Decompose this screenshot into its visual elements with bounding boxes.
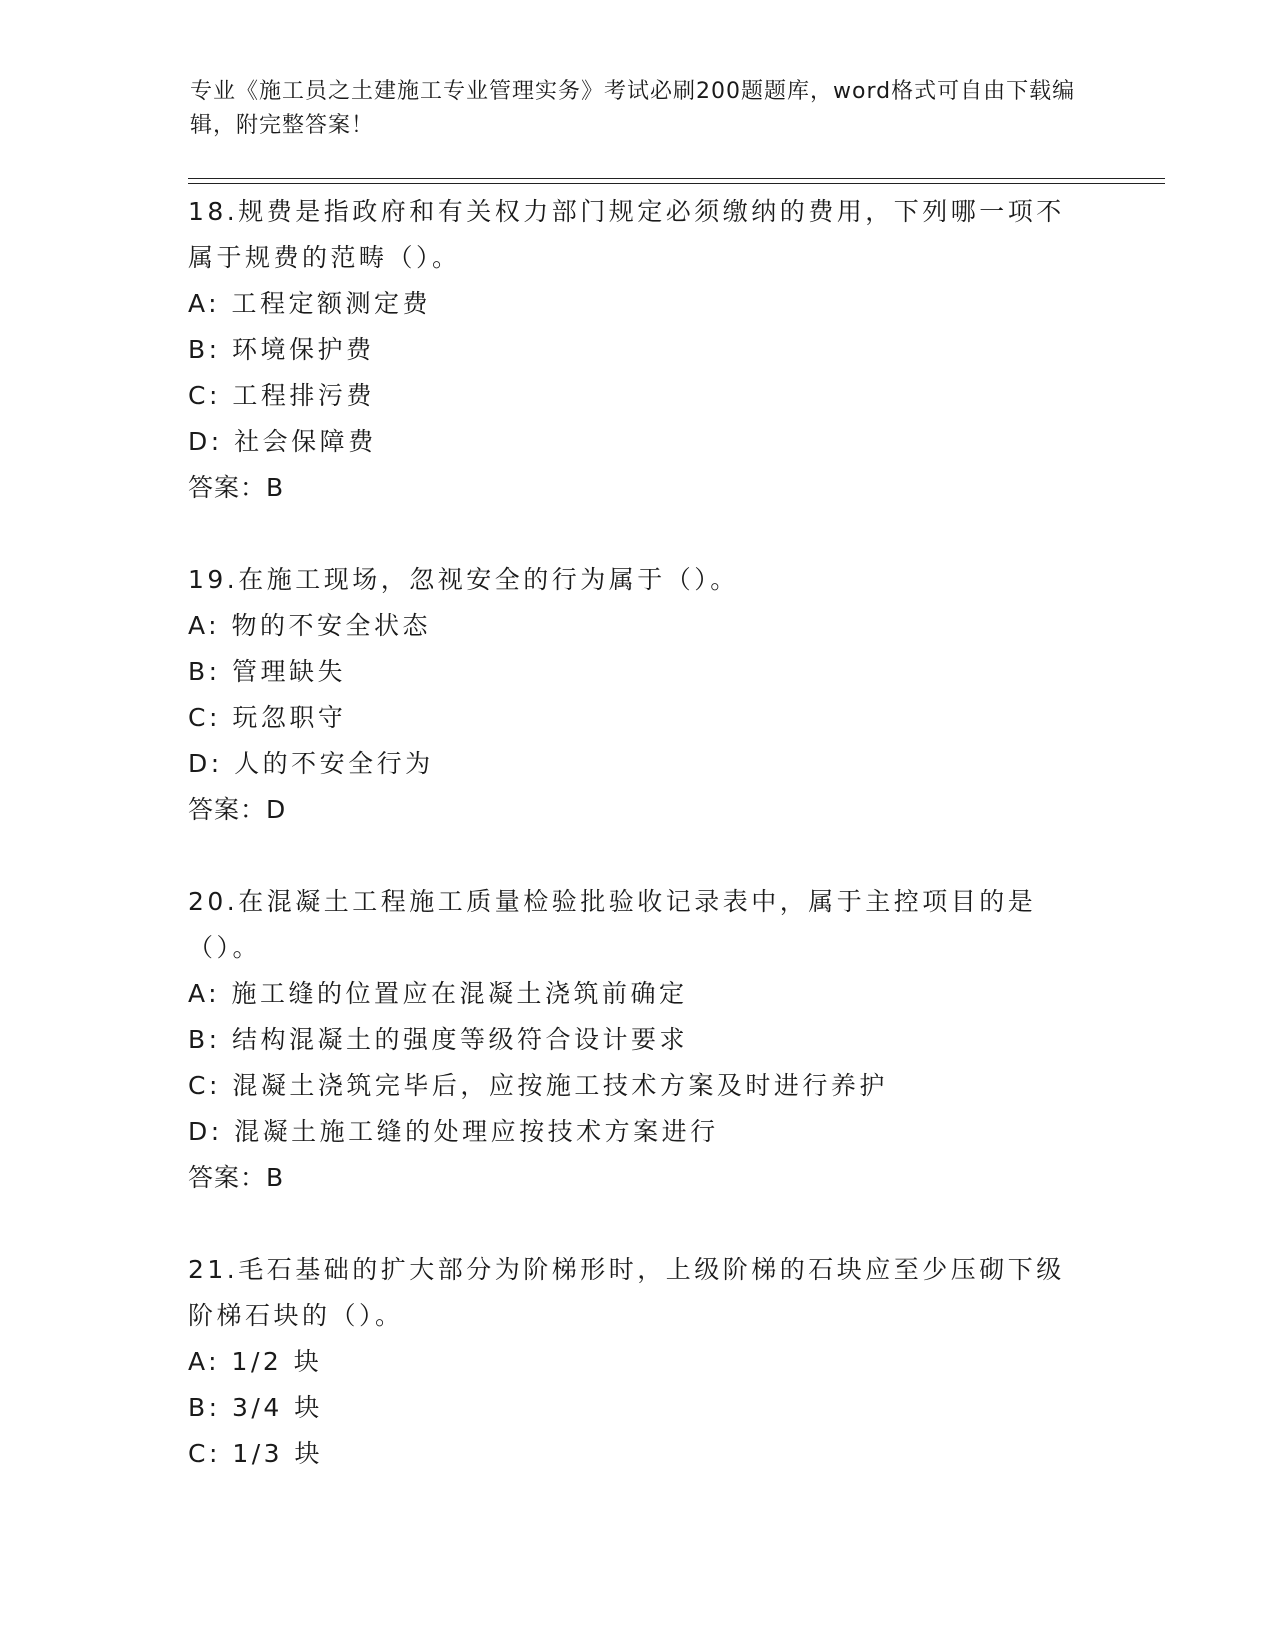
answer: 答案：B <box>188 473 285 502</box>
option-a: A: 1/2 块 <box>188 1347 323 1376</box>
question-list <box>188 189 1088 1477</box>
question-stem: 21.毛石基础的扩大部分为阶梯形时，上级阶梯的石块应至少压砌下级阶梯石块的（）。 <box>188 1255 1065 1330</box>
question-stem: 18.规费是指政府和有关权力部门规定必须缴纳的费用，下列哪一项不属于规费的范畴（）。 <box>188 197 1065 272</box>
question-19 <box>188 557 1088 833</box>
question-stem: 20.在混凝土工程施工质量检验批验收记录表中，属于主控项目的是（）。 <box>188 887 1037 962</box>
option-d: D: 混凝土施工缝的处理应按技术方案进行 <box>188 1117 719 1146</box>
option-a: A: 施工缝的位置应在混凝土浇筑前确定 <box>188 979 688 1008</box>
question-stem: 19.在施工现场，忽视安全的行为属于（）。 <box>188 565 739 594</box>
option-c: C: 1/3 块 <box>188 1439 324 1468</box>
answer: 答案：B <box>188 1163 285 1192</box>
option-c: C: 工程排污费 <box>188 381 375 410</box>
option-d: D: 社会保障费 <box>188 427 377 456</box>
option-a: A: 工程定额测定费 <box>188 289 432 318</box>
question-18 <box>188 189 1088 511</box>
question-21 <box>188 1247 1088 1477</box>
option-b: B: 结构混凝土的强度等级符合设计要求 <box>188 1025 689 1054</box>
option-b: B: 环境保护费 <box>188 335 375 364</box>
question-20 <box>188 879 1088 1201</box>
option-a: A: 物的不安全状态 <box>188 611 432 640</box>
option-b: B: 管理缺失 <box>188 657 347 686</box>
option-d: D: 人的不安全行为 <box>188 749 434 778</box>
option-b: B: 3/4 块 <box>188 1393 323 1422</box>
document-header: 专业《施工员之土建施工专业管理实务》考试必刷200题题库，word格式可自由下载编辑，附完整答案！ <box>190 79 1076 138</box>
header-divider <box>188 178 1165 179</box>
option-c: C: 混凝土浇筑完毕后，应按施工技术方案及时进行养护 <box>188 1071 888 1100</box>
option-c: C: 玩忽职守 <box>188 703 347 732</box>
answer: 答案：D <box>188 795 287 824</box>
header-divider-secondary <box>188 183 1165 184</box>
